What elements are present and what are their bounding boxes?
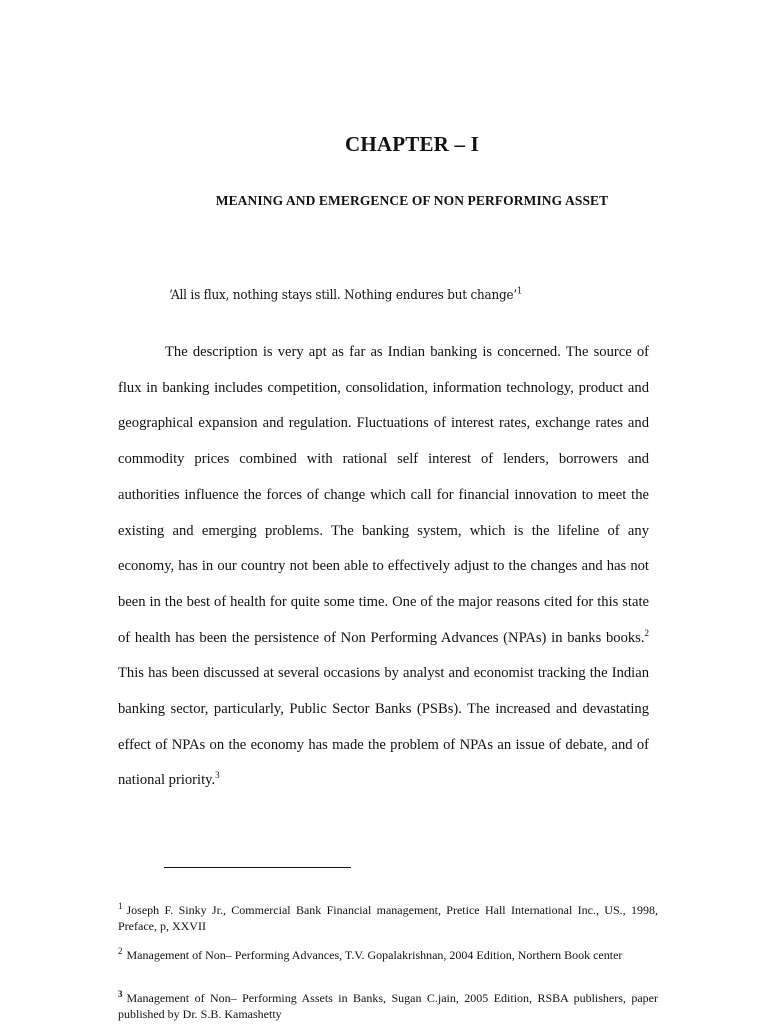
- footnote-2: [118, 948, 658, 964]
- footnote-divider: [164, 867, 351, 868]
- body-text-part-1: The description is very apt as far as Indian banking is concerned. The source of flux in banking includes competition, consolidation, information technology, product and geographical expansion and regulation. Fluctuations of interest rates, exchange rates and commodity prices combined with rational self interest of lenders, borrowers and authorities influence the forces of change which call for financial innovation to meet the existing and emerging problems. The banking system, which is the lifeline of any economy, has in our country not been able to effectively adjust to the changes and has not been in the best of health for quite some time. One of the major reasons cited for this state of health has been the persistence of Non Performing Advances (NPAs) in banks books.: [118, 344, 649, 646]
- footnote-1: [118, 903, 658, 934]
- epigraph-quote: [169, 288, 522, 303]
- epigraph-footnote-ref: 1: [516, 286, 523, 297]
- footnote-3-text: Management of Non– Performing Assets in Banks, Sugan C.jain, 2005 Edition, RSBA publishers, paper published by Dr. S.B. Kamashetty: [118, 991, 658, 1021]
- epigraph-text: ‘All is flux, nothing stays still. Nothing endures but change’: [169, 288, 517, 303]
- chapter-subtitle: MEANING AND EMERGENCE OF NON PERFORMING ASSET: [215, 193, 609, 208]
- footnote-3: [118, 991, 658, 1022]
- body-text-part-2: This has been discussed at several occasions by analyst and economist tracking the Indian banking sector, particularly, Public Sector Banks (PSBs). The increased and devastating effect of NPAs on the economy has made the problem of NPAs an issue of debate, and of national priority.: [118, 665, 649, 789]
- footnote-1-number: 1: [118, 901, 123, 911]
- footnote-2-number: 2: [118, 946, 123, 956]
- footnote-3-number: 3: [118, 989, 123, 999]
- footnote-ref-2: 2: [644, 627, 649, 638]
- body-paragraph: [118, 335, 649, 799]
- footnote-1-text: Joseph F. Sinky Jr., Commercial Bank Financial management, Pretice Hall International Inc., US., 1998, Preface, p, XXVII: [118, 903, 658, 933]
- footnote-2-text: Management of Non– Performing Advances, T.V. Gopalakrishnan, 2004 Edition, Northern Book center: [126, 948, 623, 962]
- chapter-title: CHAPTER – I: [344, 132, 480, 156]
- footnote-ref-3: 3: [215, 770, 220, 781]
